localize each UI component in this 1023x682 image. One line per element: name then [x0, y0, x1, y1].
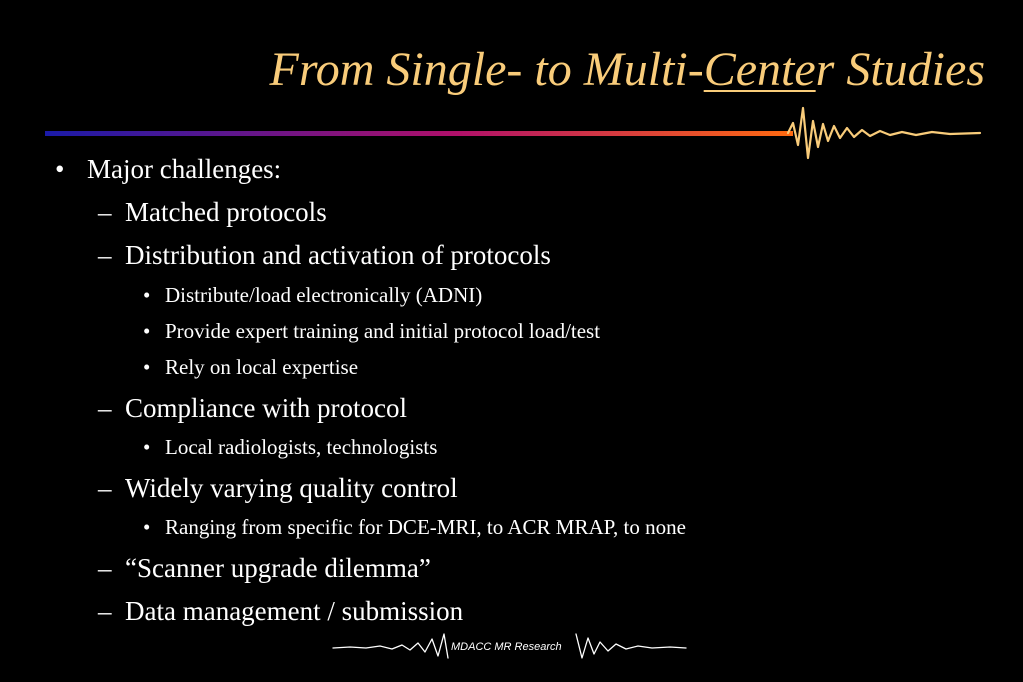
bullet-item — [143, 283, 483, 307]
dash-marker: – — [98, 197, 112, 227]
title-part-1: From Single- to Multi- — [269, 43, 704, 96]
dash-marker: – — [98, 393, 112, 423]
bullet-item — [98, 240, 551, 270]
bullet-text: Widely varying quality control — [125, 473, 458, 503]
bullet-text: Compliance with protocol — [125, 393, 407, 423]
bullet-marker: • — [55, 154, 65, 184]
footer-wave-left-icon — [333, 634, 448, 658]
bullet-text: “Scanner upgrade dilemma” — [125, 553, 431, 583]
bullet-item — [143, 435, 438, 459]
bullet-item — [98, 473, 458, 503]
bullet-item — [98, 553, 431, 583]
bullet-item — [98, 393, 407, 423]
bullet-marker: • — [143, 283, 151, 307]
bullet-text: Provide expert training and initial protocol load/test — [165, 319, 601, 343]
footer-wave-right-icon — [576, 634, 686, 658]
bullet-item — [98, 197, 327, 227]
dash-marker: – — [98, 240, 112, 270]
bullet-text: Rely on local expertise — [165, 355, 359, 379]
bullet-text: Distribute/load electronically (ADNI) — [165, 283, 483, 307]
bullet-marker: • — [143, 355, 151, 379]
title-part-2: r Studies — [815, 43, 985, 96]
dash-marker: – — [98, 596, 112, 626]
dash-marker: – — [98, 553, 112, 583]
bullet-item — [143, 515, 686, 539]
bullet-item — [143, 319, 601, 343]
footer-label: MDACC MR Research — [451, 641, 562, 653]
bullet-marker: • — [143, 435, 151, 459]
bullet-item — [98, 596, 464, 626]
title-underlined-part: Cente — [703, 43, 816, 96]
bullet-marker: • — [143, 515, 151, 539]
bullet-item — [55, 154, 282, 184]
bullet-text: Local radiologists, technologists — [165, 435, 438, 459]
bullet-text: Matched protocols — [125, 197, 327, 227]
dash-marker: – — [98, 473, 112, 503]
bullet-text: Distribution and activation of protocols — [125, 240, 551, 270]
bullet-text: Data management / submission — [125, 596, 464, 626]
bullet-text: Major challenges: — [87, 154, 282, 184]
bullet-text: Ranging from specific for DCE-MRI, to ACR MRAP, to none — [165, 515, 686, 539]
bullet-item — [143, 355, 359, 379]
bullet-marker: • — [143, 319, 151, 343]
